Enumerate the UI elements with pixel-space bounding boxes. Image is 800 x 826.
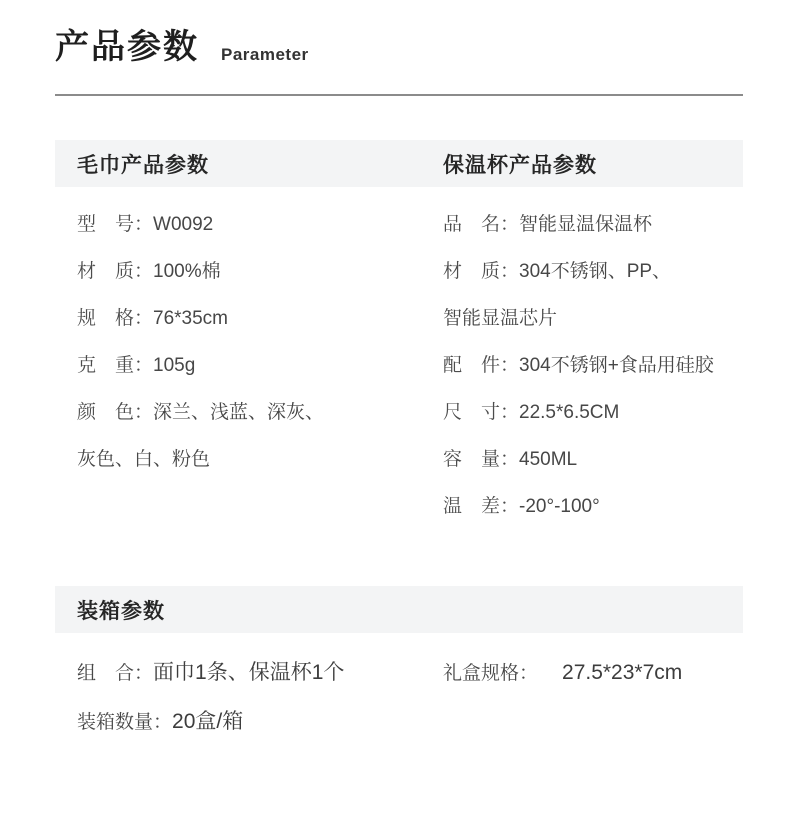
spec-label: 规 格： bbox=[77, 308, 154, 329]
quantity-value: 20盒/箱 bbox=[172, 710, 244, 733]
giftbox-label: 礼盒规格： bbox=[443, 663, 539, 684]
spec-value: 76*35cm bbox=[153, 308, 229, 329]
combo-value: 面巾1条、保温杯1个 bbox=[153, 661, 345, 684]
packing-row-2 bbox=[55, 698, 743, 747]
spec-row-accessory bbox=[443, 342, 743, 389]
cup-section-cell bbox=[443, 149, 743, 179]
spec-value: W0092 bbox=[153, 214, 214, 235]
spec-row-model bbox=[77, 201, 443, 248]
spec-label: 克 重： bbox=[77, 355, 154, 376]
spec-row-size bbox=[77, 295, 443, 342]
header-divider bbox=[55, 94, 743, 96]
spec-value: 智能显温保温杯 bbox=[519, 214, 653, 235]
spec-label: 材 质： bbox=[443, 261, 520, 282]
towel-spec-column bbox=[55, 201, 443, 530]
spec-row-weight bbox=[77, 342, 443, 389]
cup-section-title: 保温杯产品参数 bbox=[443, 153, 597, 177]
spec-label: 容 量： bbox=[443, 449, 520, 470]
spec-row-material bbox=[77, 248, 443, 295]
quantity-label: 装箱数量： bbox=[77, 712, 173, 733]
spec-row-color-cont bbox=[77, 436, 443, 483]
spec-row-name bbox=[443, 201, 743, 248]
packing-row-1 bbox=[55, 649, 743, 698]
giftbox-value: 27.5*23*7cm bbox=[562, 661, 683, 684]
giftbox-pair bbox=[443, 649, 682, 698]
towel-section-title: 毛巾产品参数 bbox=[77, 153, 209, 177]
combo-pair bbox=[55, 649, 443, 698]
spec-value: -20°-100° bbox=[519, 496, 600, 517]
packing-section-cell bbox=[55, 595, 443, 625]
combo-label: 组 合： bbox=[77, 663, 154, 684]
page-title: 产品参数 bbox=[55, 28, 199, 66]
page-subtitle: Parameter bbox=[221, 45, 309, 64]
spec-row-capacity bbox=[443, 436, 743, 483]
spec-label: 温 差： bbox=[443, 496, 520, 517]
quantity-pair bbox=[55, 698, 243, 747]
page-header bbox=[55, 26, 800, 68]
spec-value: 深兰、浅蓝、深灰、 bbox=[153, 402, 325, 423]
packing-rows bbox=[55, 649, 743, 747]
spec-label: 品 名： bbox=[443, 214, 520, 235]
spec-label: 型 号： bbox=[77, 214, 154, 235]
spec-value: 智能显温芯片 bbox=[443, 308, 558, 329]
spec-value: 100%棉 bbox=[153, 261, 221, 282]
spec-value: 304不锈钢+食品用硅胶 bbox=[519, 355, 714, 376]
spec-row-dimension bbox=[443, 389, 743, 436]
spec-row-color bbox=[77, 389, 443, 436]
spec-value: 304不锈钢、PP、 bbox=[519, 261, 672, 282]
spec-row-temp-range bbox=[443, 483, 743, 530]
packing-section-bar bbox=[55, 586, 743, 633]
spec-columns bbox=[55, 201, 743, 530]
spec-label: 尺 寸： bbox=[443, 402, 520, 423]
cup-spec-column bbox=[443, 201, 743, 530]
spec-value: 450ML bbox=[519, 449, 578, 470]
spec-value: 22.5*6.5CM bbox=[519, 402, 620, 423]
spec-value: 灰色、白、粉色 bbox=[77, 449, 211, 470]
parameter-section-bar bbox=[55, 140, 743, 187]
spec-value: 105g bbox=[153, 355, 196, 376]
spec-label: 配 件： bbox=[443, 355, 520, 376]
spec-label: 颜 色： bbox=[77, 402, 154, 423]
spec-row-material-cont bbox=[443, 295, 743, 342]
spec-label: 材 质： bbox=[77, 261, 154, 282]
towel-section-cell bbox=[55, 149, 443, 179]
product-parameter-page bbox=[0, 26, 800, 826]
packing-section-title: 装箱参数 bbox=[77, 599, 165, 623]
spec-row-material bbox=[443, 248, 743, 295]
